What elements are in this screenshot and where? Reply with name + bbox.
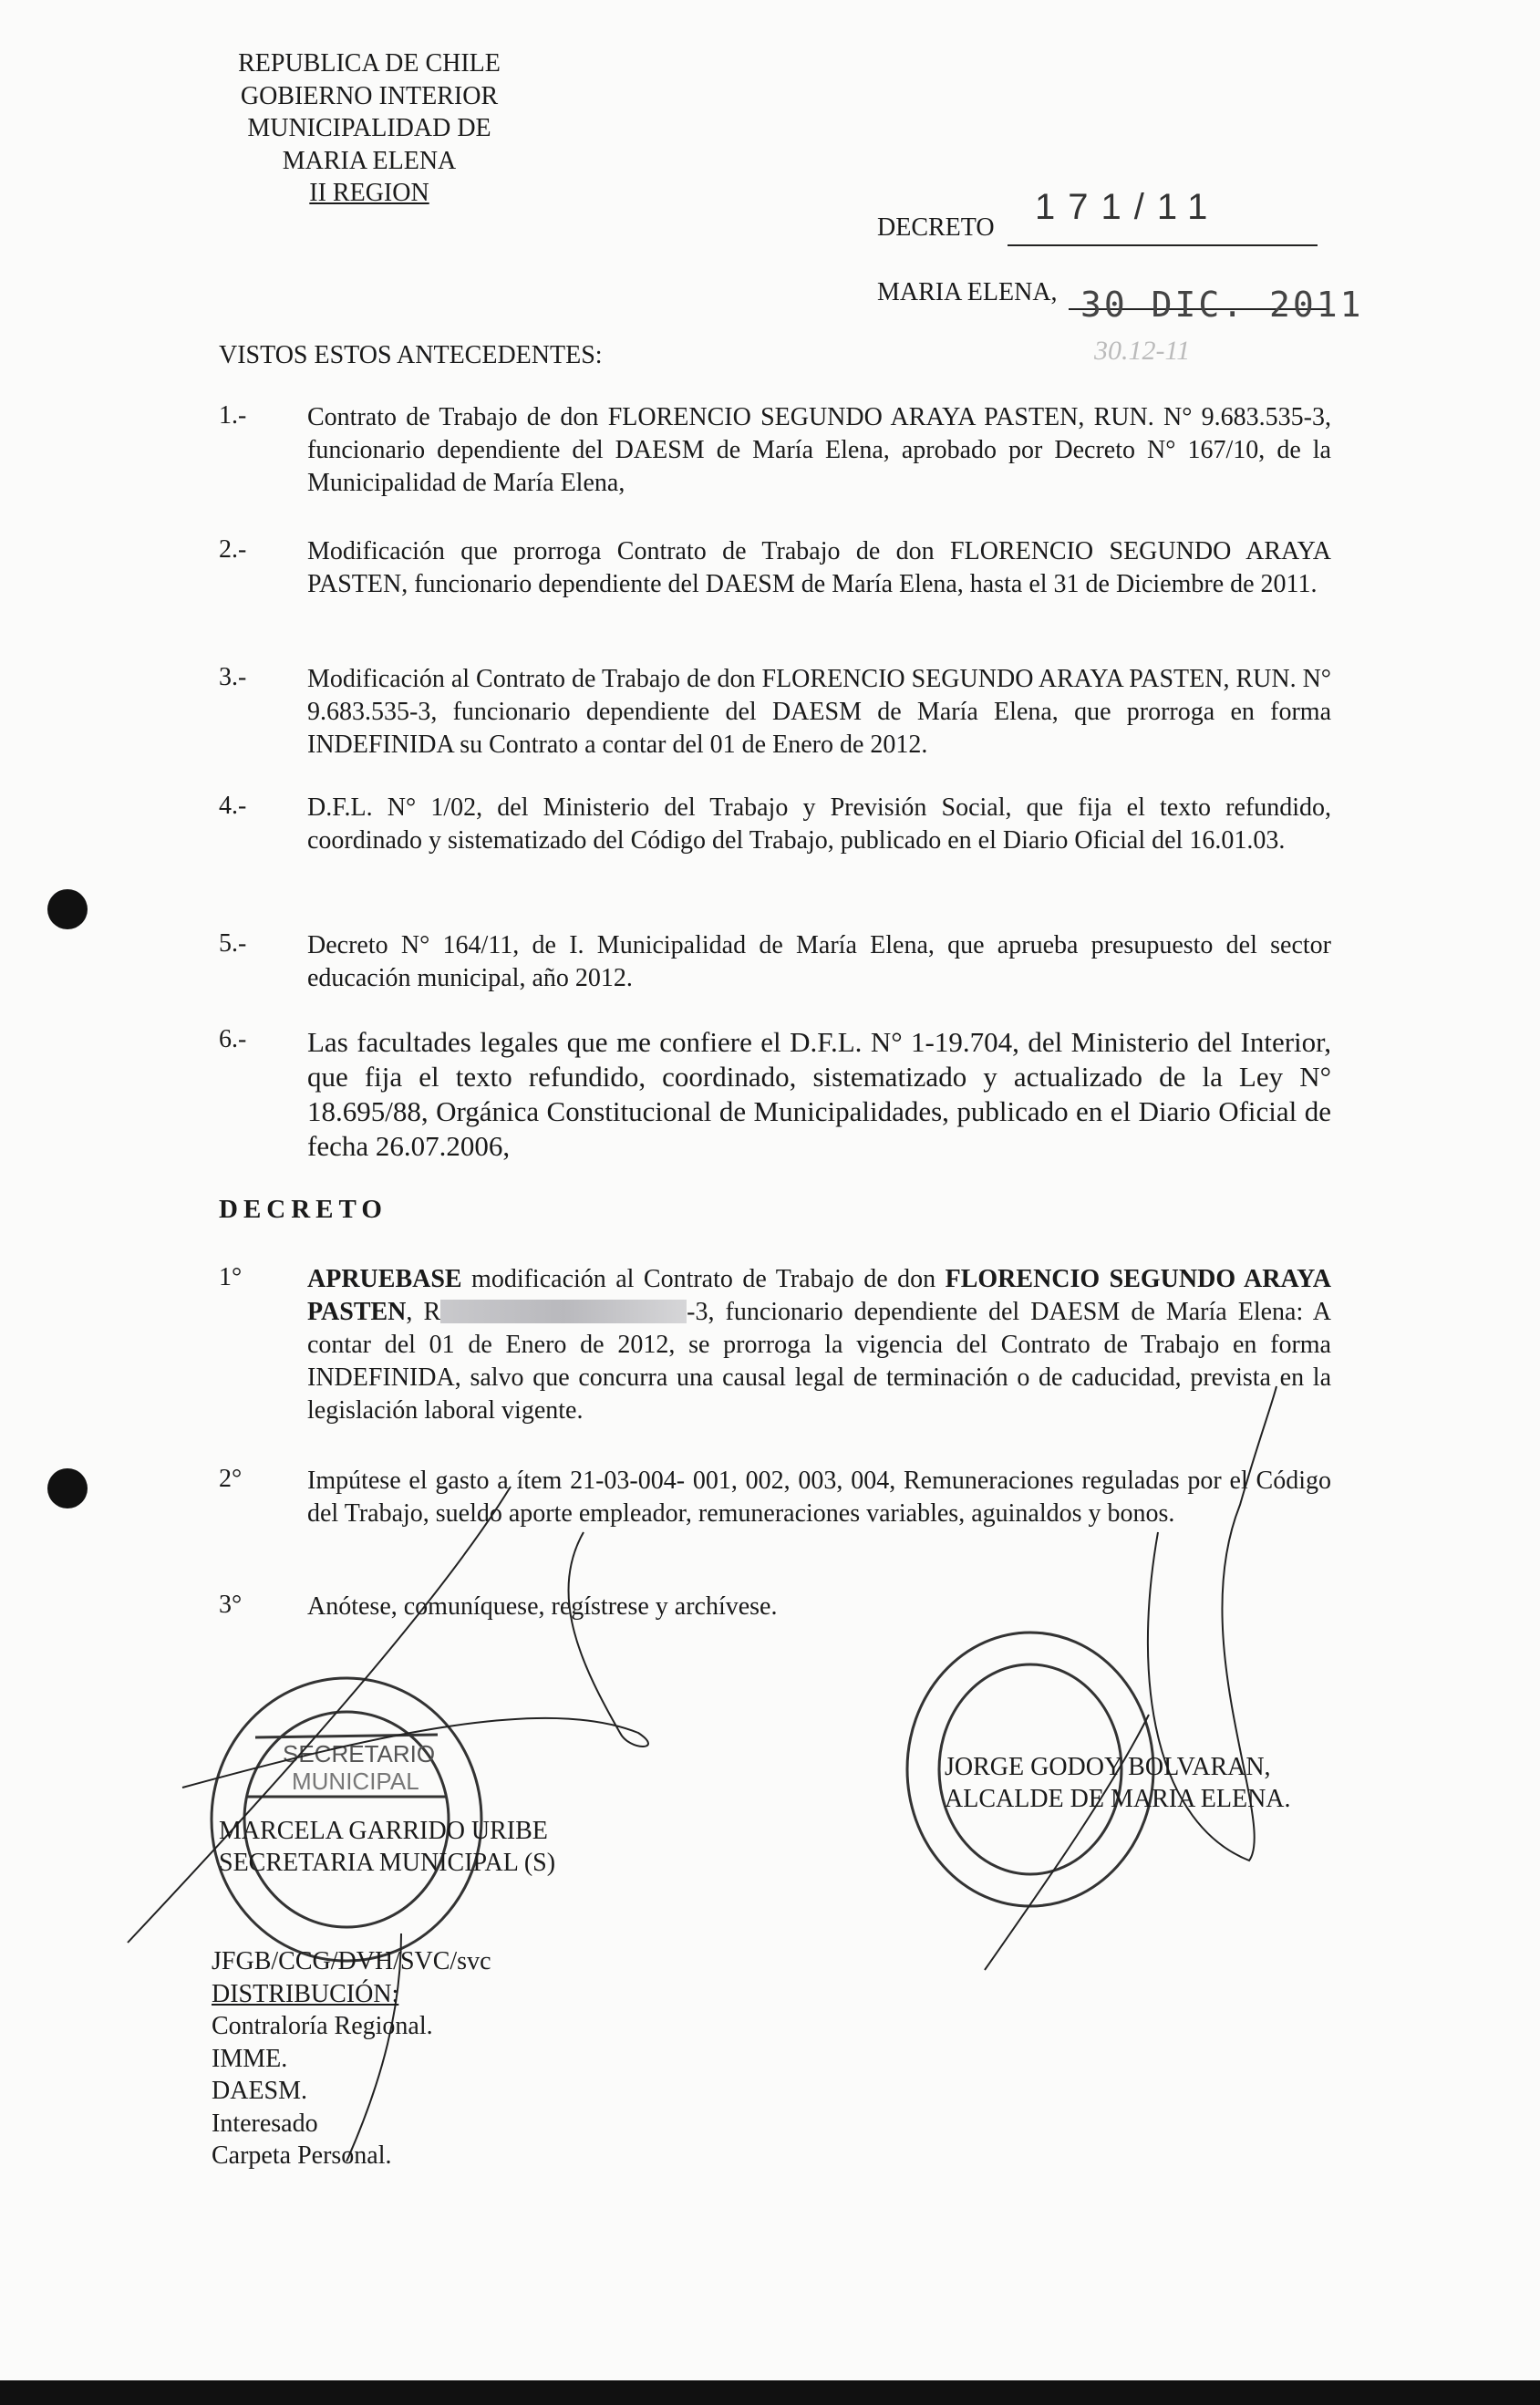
article-3: Anótese, comuníquese, regístrese y archívese. xyxy=(307,1592,778,1621)
vistos-item: Modificación que prorroga Contrato de Trabajo de don FLORENCIO SEGUNDO ARAYA PASTEN, funcionario dependiente del DAESM de María Elena, hasta el 31 de Diciembre de 2011. xyxy=(307,537,1331,598)
distribution-item: Contraloría Regional. xyxy=(212,2012,433,2040)
place-label: MARIA ELENA, xyxy=(877,278,1058,306)
scan-edge xyxy=(0,2380,1540,2405)
secretary-signature-block xyxy=(219,1815,555,1879)
item-number: 3.- xyxy=(219,663,247,691)
vistos-item: Contrato de Trabajo de don FLORENCIO SEGUNDO ARAYA PASTEN, RUN. N° 9.683.535-3, funcionario dependiente del DAESM de María Elena, aprobado por Decreto N° 167/10, de la Municipalidad de María Elena, xyxy=(307,403,1331,497)
initials: JFGB/CCG/DVH/SVC/svc xyxy=(212,1947,491,1975)
vistos-title: VISTOS ESTOS ANTECEDENTES: xyxy=(219,341,603,369)
punch-hole xyxy=(47,889,88,929)
secretary-name: MARCELA GARRIDO URIBE xyxy=(219,1817,548,1845)
article-text: modificación al Contrato de Trabajo de don xyxy=(461,1265,946,1293)
article-text: -3, funcionario dependiente del DAESM de María Elena: A contar del 01 de Enero de 2012, se prorroga la vigencia del Contrato de Trabajo en forma INDEFINIDA, salvo que concurra una causal legal de terminación o de caducidad, prevista en la legislación laboral vigente. xyxy=(307,1298,1331,1425)
stamp-text: SECRETARIO xyxy=(283,1740,436,1767)
letterhead-line: MARIA ELENA xyxy=(282,146,457,175)
vistos-item: Modificación al Contrato de Trabajo de don FLORENCIO SEGUNDO ARAYA PASTEN, RUN. N° 9.683.535-3, funcionario dependiente del DAESM de María Elena, que prorroga en forma INDEFINIDA su Contrato a contar del 01 de Enero de 2012. xyxy=(307,665,1331,759)
letterhead-line: REPUBLICA DE CHILE xyxy=(238,49,501,78)
item-number: 6.- xyxy=(219,1025,247,1053)
letterhead-line: MUNICIPALIDAD DE xyxy=(247,114,491,142)
stamp-text: MUNICIPAL xyxy=(292,1767,419,1795)
decree-number-stamp: 171/11 xyxy=(1035,187,1221,227)
article-number: 1° xyxy=(219,1263,243,1291)
employee-name: FLORENCIO SEGUNDO ARAYA PASTEN xyxy=(307,1265,1331,1326)
footer xyxy=(212,1945,491,2172)
article-2: Impútese el gasto a ítem 21-03-004- 001, 002, 003, 004, Remuneraciones reguladas por el Código del Trabajo, sueldo aporte empleador, remuneraciones variables, aguinaldos y bonos. xyxy=(307,1467,1331,1528)
letterhead-line: GOBIERNO INTERIOR xyxy=(240,81,499,110)
letterhead xyxy=(219,47,520,210)
vistos-item: Las facultades legales que me confiere el D.F.L. N° 1-19.704, del Ministerio del Interior, que fija el texto refundido, coordinado, sistematizado y actualizado de la Ley N° 18.695/88, Orgánica Constitucional de Municipalidades, publicado en el Diario Oficial de fecha 26.07.2006, xyxy=(307,1026,1331,1162)
letterhead-region: II REGION xyxy=(309,179,429,207)
decreto-heading: DECRETO xyxy=(219,1195,388,1224)
item-number: 5.- xyxy=(219,929,247,958)
article-verb: APRUEBASE xyxy=(307,1265,462,1293)
mayor-signature-block xyxy=(945,1751,1291,1815)
distribution-title: DISTRIBUCIÓN: xyxy=(212,1979,399,2008)
distribution-item: Carpeta Personal. xyxy=(212,2141,392,2170)
article-text: , R xyxy=(406,1298,441,1326)
handwritten-date: 30.12-11 xyxy=(1094,336,1191,366)
date-stamp: 30 DIC. 2011 xyxy=(1080,285,1364,325)
mayor-name: JORGE GODOY BOLVARAN, xyxy=(945,1753,1271,1781)
decree-label: DECRETO xyxy=(877,213,995,242)
item-number: 4.- xyxy=(219,792,247,820)
mayor-title: ALCALDE DE MARIA ELENA. xyxy=(945,1785,1291,1813)
distribution-item: IMME. xyxy=(212,2044,288,2073)
item-number: 2.- xyxy=(219,535,247,564)
secretary-title: SECRETARIA MUNICIPAL (S) xyxy=(219,1849,556,1877)
redacted-run xyxy=(440,1300,687,1323)
distribution-item: Interesado xyxy=(212,2109,318,2138)
article-number: 3° xyxy=(219,1591,243,1619)
vistos-item: D.F.L. N° 1/02, del Ministerio del Trabajo y Previsión Social, que fija el texto refundido, coordinado y sistematizado del Código del Trabajo, publicado en el Diario Oficial del 16.01.03. xyxy=(307,793,1331,855)
distribution-item: DAESM. xyxy=(212,2077,308,2105)
article-number: 2° xyxy=(219,1465,243,1493)
vistos-item: Decreto N° 164/11, de I. Municipalidad de María Elena, que aprueba presupuesto del sector educación municipal, año 2012. xyxy=(307,931,1331,992)
decree-number-line xyxy=(1008,244,1318,246)
item-number: 1.- xyxy=(219,401,247,430)
